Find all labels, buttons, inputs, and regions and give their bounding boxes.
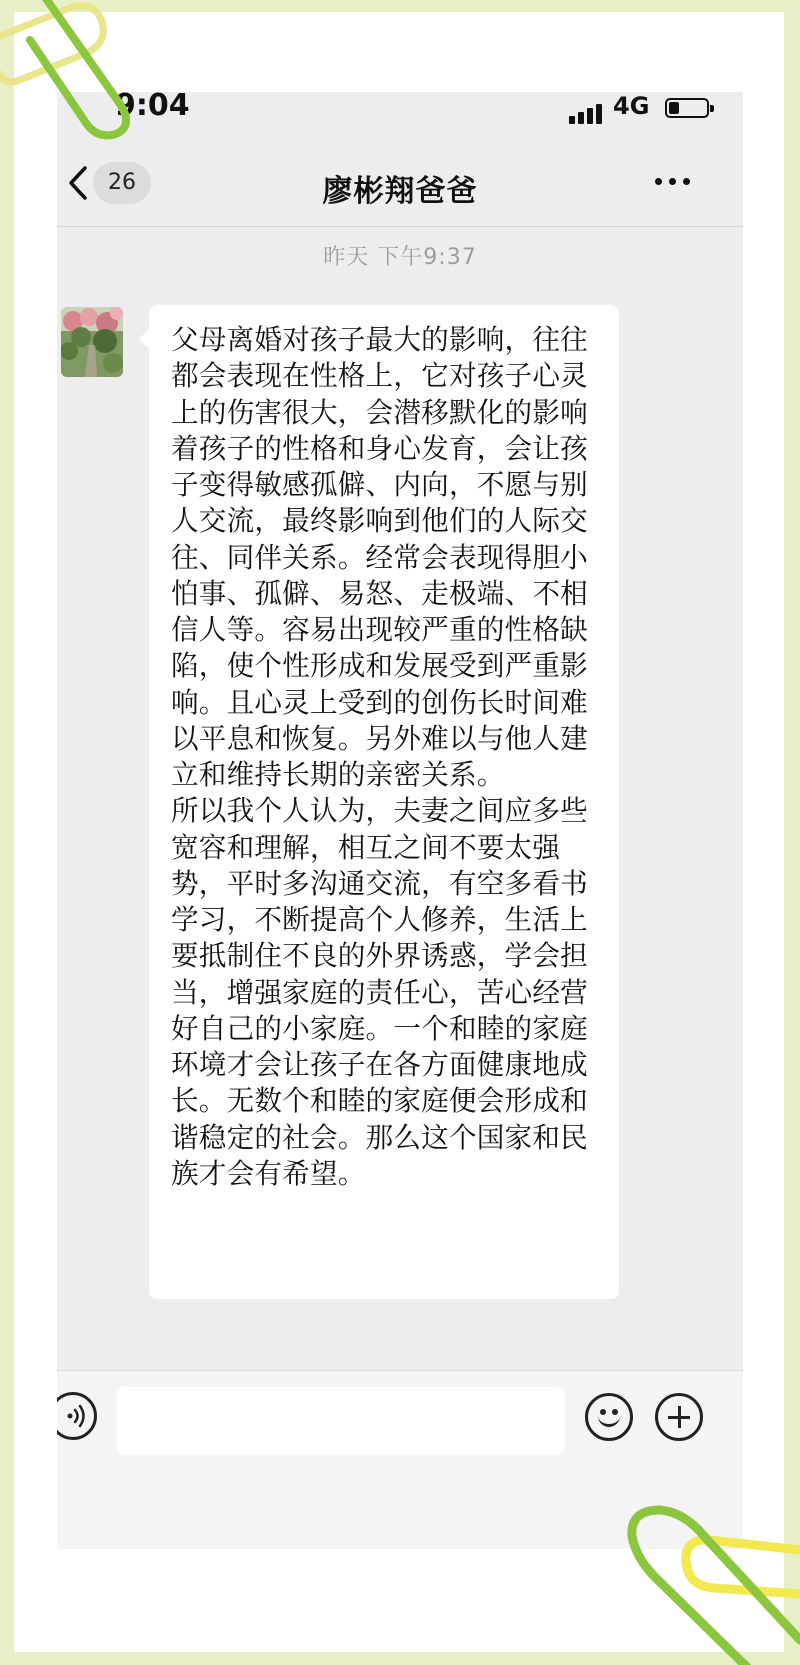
chat-title: 廖彬翔爸爸 xyxy=(322,174,478,209)
emoji-icon[interactable] xyxy=(585,1393,633,1441)
chat-header xyxy=(57,142,743,227)
battery-icon xyxy=(665,98,709,118)
message-bubble[interactable] xyxy=(149,305,619,1299)
avatar[interactable] xyxy=(61,307,123,377)
plus-icon[interactable] xyxy=(655,1393,703,1441)
phone-screen xyxy=(57,92,743,1549)
status-bar xyxy=(57,92,743,132)
message-input[interactable] xyxy=(117,1387,565,1455)
message-text: 父母离婚对孩子最大的影响，往往都会表现在性格上，它对孩子心灵上的伤害很大，会潜移默化的影响着孩子的性格和身心发育，会让孩子变得敏感孤僻、内向，不愿与别人交流，最终影响到他们的人际交往、同伴关系。经常会表现得胆小怕事、孤僻、易怒、走极端、不相信人等。容易出现较严重的性格缺陷，使个性形成和发展受到严重影响。且心灵上受到的创伤长时间难以平息和恢复。另外难以与他人建立和维持长期的亲密关系。 所以我个人认为，夫妻之间应多些宽容和理解，相互之间不要太强势，平时多沟通交流，有空多看书学习，不断提高个人修养，生活上要抵制住不良的外界诱惑，学会担当，增强家庭的责任心，苦心经营好自己的小家庭。一个和睦的家庭环境才会让孩子在各方面健康地成长。无数个和睦的家庭便会形成和谐稳定的社会。那么这个国家和民族才会有希望。 xyxy=(171,323,588,1190)
more-horizontal-icon[interactable] xyxy=(655,178,691,188)
signal-icon xyxy=(569,102,609,124)
network-type: 4G xyxy=(613,92,650,120)
unread-count-badge[interactable]: 26 xyxy=(93,162,151,204)
status-time: 9:04 xyxy=(115,92,190,123)
message-timestamp: 昨天 下午9:37 xyxy=(323,245,477,270)
chevron-left-icon[interactable] xyxy=(65,160,95,206)
voice-input-icon[interactable] xyxy=(57,1392,97,1440)
input-bar xyxy=(57,1370,743,1549)
